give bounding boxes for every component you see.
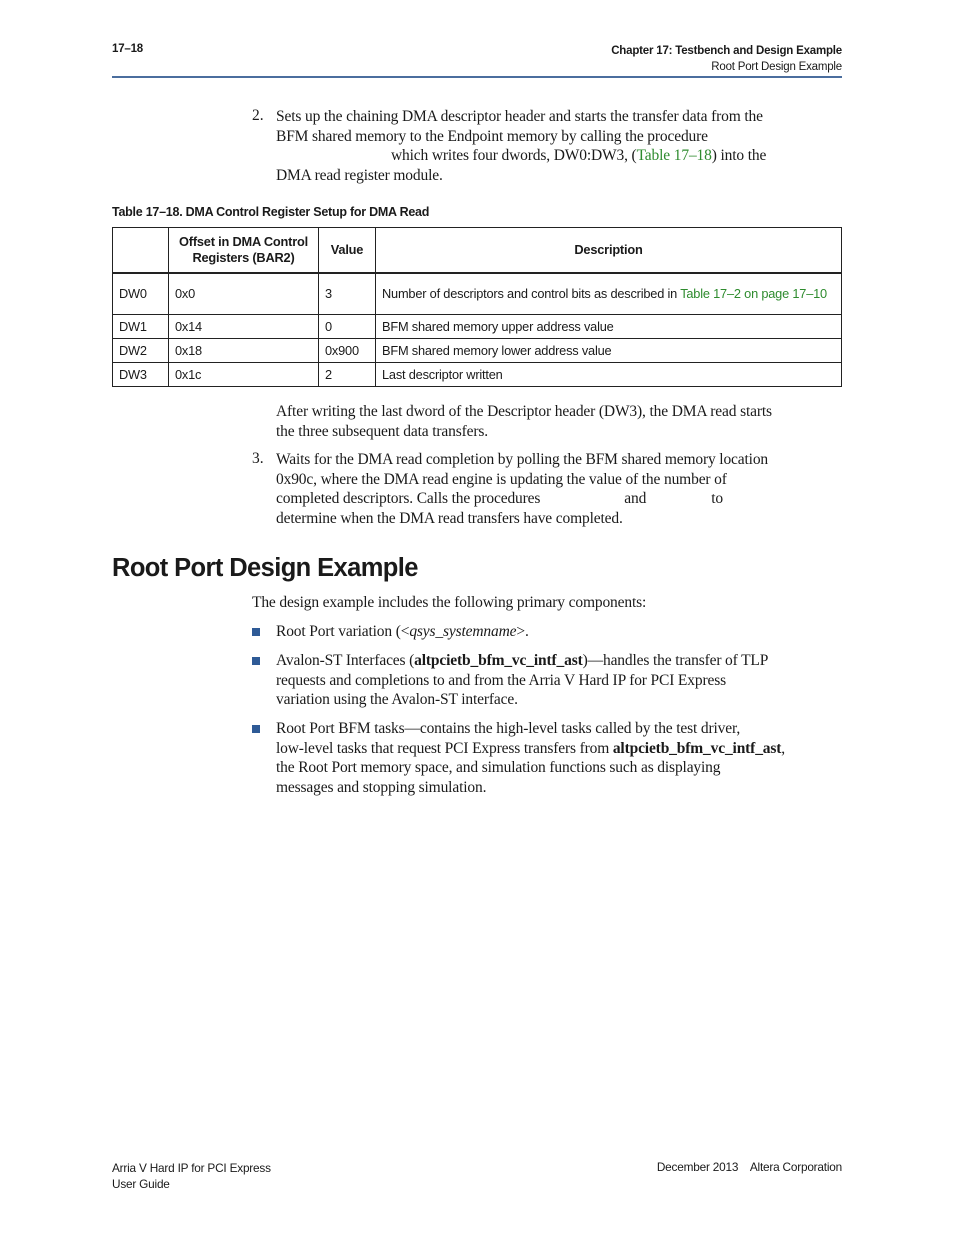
header-description: Description	[376, 228, 842, 274]
bullet-item-root-port-variation	[276, 622, 846, 642]
dma-register-table	[112, 227, 842, 387]
step-2-line-3-b: ) into the	[711, 147, 767, 165]
cell-dw: DW3	[113, 363, 169, 387]
bullet-3-line-3: the Root Port memory space, and simulation functions such as displaying	[276, 759, 721, 777]
cell-offset: 0x0	[169, 273, 319, 315]
cell-value: 2	[319, 363, 376, 387]
bullet-2-text-b: )—handles the transfer of TLP	[582, 652, 769, 669]
header-rule	[112, 76, 842, 78]
table-row	[113, 315, 842, 339]
page-number: 17–18	[112, 43, 143, 55]
step-3-line-2: 0x90c, where the DMA read engine is updating the value of the number of	[276, 470, 727, 488]
header-value: Value	[319, 228, 376, 274]
table-header-row	[113, 228, 842, 274]
bullet-2-line-1	[276, 651, 846, 671]
bullet-item-bfm-tasks	[276, 719, 846, 797]
bullet-3-line-1: Root Port BFM tasks—contains the high-level tasks called by the test driver,	[276, 720, 741, 737]
table-row	[113, 363, 842, 387]
bullet-icon	[252, 628, 260, 636]
cell-description: BFM shared memory upper address value	[376, 315, 842, 339]
step-2-line-2: BFM shared memory to the Endpoint memory by calling the procedure	[276, 127, 708, 145]
step-2-text	[276, 107, 846, 185]
footer-product: Arria V Hard IP for PCI Express	[112, 1161, 271, 1175]
bullet-3-line-2	[276, 739, 846, 759]
step-2-line-3	[276, 146, 846, 166]
bullet-2-line-2: requests and completions to and from the Arria V Hard IP for PCI Express	[276, 671, 726, 689]
step-3-line-3	[276, 489, 846, 509]
cell-description	[376, 273, 842, 315]
bullet-item-avalon-st	[276, 651, 846, 710]
step-3-line-1: Waits for the DMA read completion by polling the BFM shared memory location	[276, 451, 769, 468]
table-row	[113, 273, 842, 315]
cell-value: 0x900	[319, 339, 376, 363]
step-3-line-3-b: and	[624, 490, 647, 508]
cell-dw: DW0	[113, 273, 169, 315]
section-heading: Root Port Design Example	[112, 554, 418, 582]
bullet-1-emphasis: qsys_systemname	[409, 623, 517, 640]
after-table-line-2: the three subsequent data transfers.	[276, 422, 488, 440]
cell-offset: 0x18	[169, 339, 319, 363]
cell-offset: 0x1c	[169, 363, 319, 387]
cell-dw: DW2	[113, 339, 169, 363]
step-3-line-4: determine when the DMA read transfers have completed.	[276, 509, 623, 527]
section-title: Root Port Design Example	[711, 61, 842, 73]
bullet-3-bold: altpcietb_bfm_vc_intf_ast	[612, 739, 782, 757]
bullet-2-text-a: Avalon-ST Interfaces (	[276, 652, 415, 669]
table-17-18-link[interactable]: Table 17–18	[636, 147, 712, 165]
step-3-number: 3.	[252, 450, 264, 467]
step-2-line-4: DMA read register module.	[276, 166, 443, 184]
bullet-3-text-b: ,	[781, 739, 786, 757]
cell-description-text: Number of descriptors and control bits as described in	[382, 286, 681, 301]
running-header	[611, 43, 842, 75]
header-offset: Offset in DMA Control Registers (BAR2)	[169, 228, 319, 274]
bullet-1-text-b: >.	[516, 623, 529, 640]
cell-description: BFM shared memory lower address value	[376, 339, 842, 363]
step-3-line-3-a: completed descriptors. Calls the procedures	[276, 490, 541, 508]
cell-description: Last descriptor written	[376, 363, 842, 387]
footer-right: December 2013 Altera Corporation	[656, 1160, 842, 1174]
footer-doc-type: User Guide	[112, 1177, 170, 1191]
after-table-paragraph	[276, 402, 846, 441]
bullet-3-line-4: messages and stopping simulation.	[276, 778, 487, 796]
cell-offset: 0x14	[169, 315, 319, 339]
bullet-icon	[252, 657, 260, 665]
header-dw	[113, 228, 169, 274]
step-3-line-3-c: to	[711, 490, 723, 508]
cell-value: 0	[319, 315, 376, 339]
footer-left	[112, 1160, 271, 1192]
step-2-number: 2.	[252, 107, 264, 124]
bullet-1-text-a: Root Port variation (<	[276, 623, 410, 640]
bullet-icon	[252, 725, 260, 733]
bullet-2-bold: altpcietb_bfm_vc_intf_ast	[414, 652, 583, 669]
table-row	[113, 339, 842, 363]
table-caption: Table 17–18. DMA Control Register Setup for DMA Read	[112, 205, 430, 219]
after-table-line-1: After writing the last dword of the Descriptor header (DW3), the DMA read starts	[276, 403, 772, 420]
cell-dw: DW1	[113, 315, 169, 339]
section-intro: The design example includes the following primary components:	[252, 594, 647, 611]
bullet-3-text-a: low-level tasks that request PCI Express transfers from	[276, 739, 613, 757]
step-3-text	[276, 450, 846, 528]
table-17-2-link[interactable]: Table 17–2 on page 17–10	[680, 286, 827, 301]
cell-value: 3	[319, 273, 376, 315]
bullet-2-line-3: variation using the Avalon-ST interface.	[276, 691, 518, 709]
step-2-line-1: Sets up the chaining DMA descriptor header and starts the transfer data from the	[276, 108, 763, 125]
step-2-line-3-a: which writes four dwords, DW0:DW3, (	[391, 147, 637, 165]
chapter-title: Chapter 17: Testbench and Design Example	[611, 45, 842, 57]
